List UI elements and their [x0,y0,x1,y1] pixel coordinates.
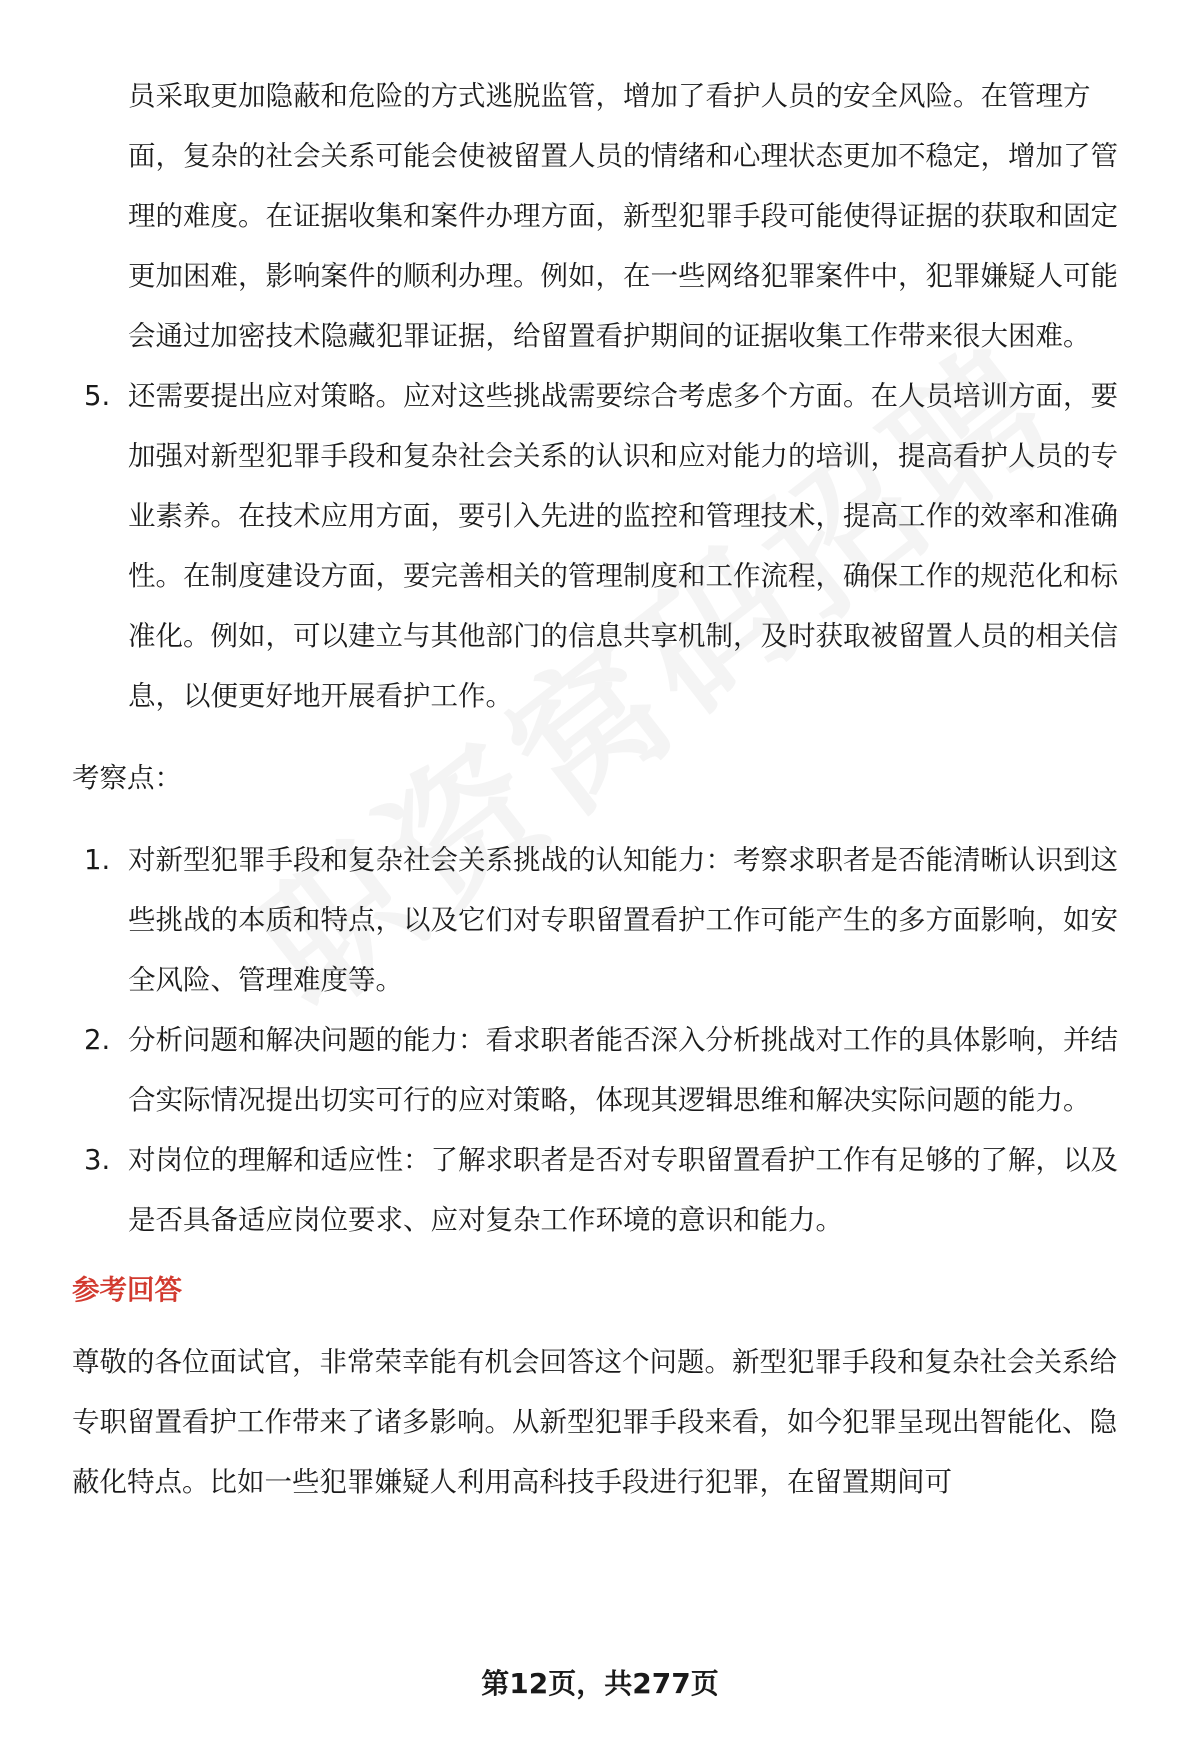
list-number: 5. [84,380,111,412]
continuation-paragraph: 员采取更加隐蔽和危险的方式逃脱监管，增加了看护人员的安全风险。在管理方面，复杂的社会关系可能会使被留置人员的情绪和心理状态更加不稳定，增加了管理的难度。在证据收集和案件办理方面，新型犯罪手段可能使得证据的获取和固定更加困难，影响案件的顺利办理。例如，在一些网络犯罪案件中，犯罪嫌疑人可能会通过加密技术隐藏犯罪证据，给留置看护期间的证据收集工作带来很大困难。 [128,80,1118,352]
list-number: 2. [84,1024,111,1056]
list-number: 3. [84,1144,111,1176]
list-item-text: 分析问题和解决问题的能力：看求职者能否深入分析挑战对工作的具体影响，并结合实际情况提出切实可行的应对策略，体现其逻辑思维和解决实际问题的能力。 [128,1024,1118,1116]
list-item-step-5 [72,366,1142,726]
examination-list [72,830,1142,1250]
page-content [72,66,1142,1512]
list-item [72,1010,1142,1130]
reference-answer-paragraph: 尊敬的各位面试官，非常荣幸能有机会回答这个问题。新型犯罪手段和复杂社会关系给专职留置看护工作带来了诸多影响。从新型犯罪手段来看，如今犯罪呈现出智能化、隐蔽化特点。比如一些犯罪嫌疑人利用高科技手段进行犯罪，在留置期间可 [72,1346,1117,1498]
list-item [72,830,1142,1010]
step-list [72,366,1142,726]
list-item [72,1130,1142,1250]
list-item-text: 对新型犯罪手段和复杂社会关系挑战的认知能力：考察求职者是否能清晰认识到这些挑战的本质和特点，以及它们对专职留置看护工作可能产生的多方面影响，如安全风险、管理难度等。 [128,844,1118,996]
list-number: 1. [84,844,111,876]
page-number: 第12页，共277页 [481,1667,719,1700]
reference-answer-title: 参考回答 [72,1274,182,1306]
list-item-text: 对岗位的理解和适应性：了解求职者是否对专职留置看护工作有足够的了解，以及是否具备适应岗位要求、应对复杂工作环境的意识和能力。 [128,1144,1118,1236]
list-item-text: 还需要提出应对策略。应对这些挑战需要综合考虑多个方面。在人员培训方面，要加强对新型犯罪手段和复杂社会关系的认识和应对能力的培训，提高看护人员的专业素养。在技术应用方面，要引入先进的监控和管理技术，提高工作的效率和准确性。在制度建设方面，要完善相关的管理制度和工作流程，确保工作的规范化和标准化。例如，可以建立与其他部门的信息共享机制，及时获取被留置人员的相关信息，以便更好地开展看护工作。 [128,380,1118,712]
examination-label: 考察点： [72,762,182,794]
